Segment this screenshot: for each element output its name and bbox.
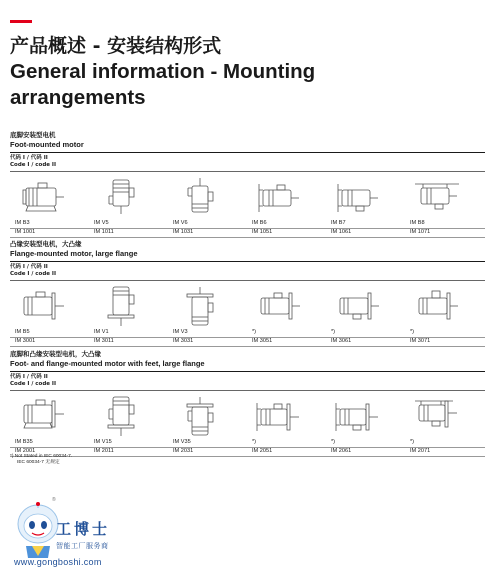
code-2: IM 1061 [331,228,352,235]
code-2: IM 2071 [410,447,431,454]
arrangement-cell [168,281,247,359]
code-header [10,153,485,169]
arrangement-row [10,281,485,359]
flange-motor-wall-icon [249,285,309,327]
flange-motor-vertical-up-icon [170,285,230,329]
section-title-cn: 底脚安装型电机 [10,131,56,139]
code-1: IM B7 [331,219,346,226]
arrangement-cell [10,172,89,250]
footnote-line-cn: IEC 60034-7 无规定 [17,460,60,465]
wall-motor-icon [249,176,309,218]
code-2: IM 3011 [94,337,114,344]
code-1: *) [410,438,415,445]
arrangement-cell [326,391,405,469]
section-title-en: Flange-mounted motor, large flange [10,249,138,258]
code-2: IM 3001 [15,337,36,344]
section-flange-mounted [10,240,485,359]
section-foot-flange-mounted [10,350,485,469]
arrangement-cell [326,281,405,359]
code-1: *) [252,438,257,445]
section-title-en: Foot-mounted motor [10,140,84,149]
code-1: IM B8 [410,219,425,226]
foot-flange-motor-wall-icon [328,395,388,437]
flange-motor-horizontal-icon [12,285,72,327]
code-label-cn: 代码 I / 代码 II [10,264,48,270]
arrangement-cell [405,391,484,469]
logo-subtitle: 智能工厂服务商 [56,542,109,550]
footnote-line-en: *) Not Stated in IEC 60034-7. [10,454,73,459]
code-1: IM B6 [252,219,267,226]
code-2: IM 1031 [173,228,194,235]
arrangement-cell [89,391,168,469]
arrangement-cell [10,281,89,359]
code-label-cn: 代码 I / 代码 II [10,374,48,380]
flange-motor-ceiling-icon [407,285,467,327]
code-2: IM 3051 [252,337,273,344]
code-label-en: Code I / code II [10,381,56,387]
foot-motor-vertical-up-icon [170,176,230,220]
code-2: IM 2001 [15,447,36,454]
page-title-cn: 产品概述 - 安装结构形式 [10,35,222,57]
arrangement-cell [89,172,168,250]
page-title [10,34,480,111]
section-title-en: Foot- and flange-mounted motor with feet, large flange [10,359,205,368]
code-1: *) [410,328,415,335]
code-header [10,372,485,388]
code-label-cn: 代码 I / 代码 II [10,155,48,161]
code-1: IM B3 [15,219,30,226]
arrangement-cell [247,172,326,250]
foot-flange-motor-horizontal-icon [12,395,72,437]
arrangement-cell [168,172,247,250]
code-2: IM 1001 [15,228,36,235]
code-2: IM 1011 [94,228,114,235]
arrangement-cell [247,281,326,359]
code-1: IM B5 [15,328,30,335]
code-1: IM V15 [94,438,112,445]
code-label-en: Code I / code II [10,162,56,168]
code-2: IM 1051 [252,228,273,235]
code-1: IM V3 [173,328,188,335]
code-2: IM 2011 [94,447,114,454]
wall-motor-icon [328,176,388,218]
code-1: IM V35 [173,438,191,445]
arrangement-row [10,391,485,469]
code-1: IM B35 [15,438,33,445]
code-2: IM 3061 [331,337,352,344]
code-header [10,262,485,278]
foot-motor-horizontal-icon [12,176,72,218]
arrangement-cell [168,391,247,469]
code-1: IM V6 [173,219,188,226]
arrangement-cell [405,281,484,359]
footnote [10,454,72,466]
arrangement-cell [405,172,484,250]
logo-url: www.gongboshi.com [14,557,102,567]
foot-flange-motor-ceiling-icon [407,395,467,437]
accent-bar [10,20,32,23]
arrangement-row [10,172,485,250]
foot-flange-motor-wall-icon [249,395,309,437]
flange-motor-vertical-down-icon [91,285,151,329]
code-1: *) [331,438,336,445]
arrangement-cell [89,281,168,359]
code-2: IM 2061 [331,447,352,454]
registered-mark: ® [52,497,56,503]
arrangement-cell [247,391,326,469]
ceiling-motor-icon [407,176,467,218]
code-1: IM V5 [94,219,109,226]
logo-brand-name: 工博士 [56,520,111,538]
code-2: IM 3071 [410,337,431,344]
code-1: *) [252,328,257,335]
section-title-cn: 底脚和凸缘安装型电机，大凸缘 [10,350,101,358]
arrangement-cell [326,172,405,250]
section-foot-mounted [10,131,485,250]
foot-flange-motor-vertical-down-icon [91,395,151,439]
code-1: *) [331,328,336,335]
page-title-en-line1: General information - Mounting [10,60,316,83]
foot-flange-motor-vertical-up-icon [170,395,230,439]
code-2: IM 2031 [173,447,194,454]
section-title-cn: 凸缘安装型电机，大凸缘 [10,240,82,248]
code-label-en: Code I / code II [10,271,56,277]
page-title-en-line2: arrangements [10,86,146,109]
code-2: IM 2051 [252,447,273,454]
foot-motor-vertical-down-icon [91,176,151,220]
code-1: IM V1 [94,328,109,335]
code-2: IM 3031 [173,337,194,344]
flange-motor-wall-icon [328,285,388,327]
code-2: IM 1071 [410,228,431,235]
